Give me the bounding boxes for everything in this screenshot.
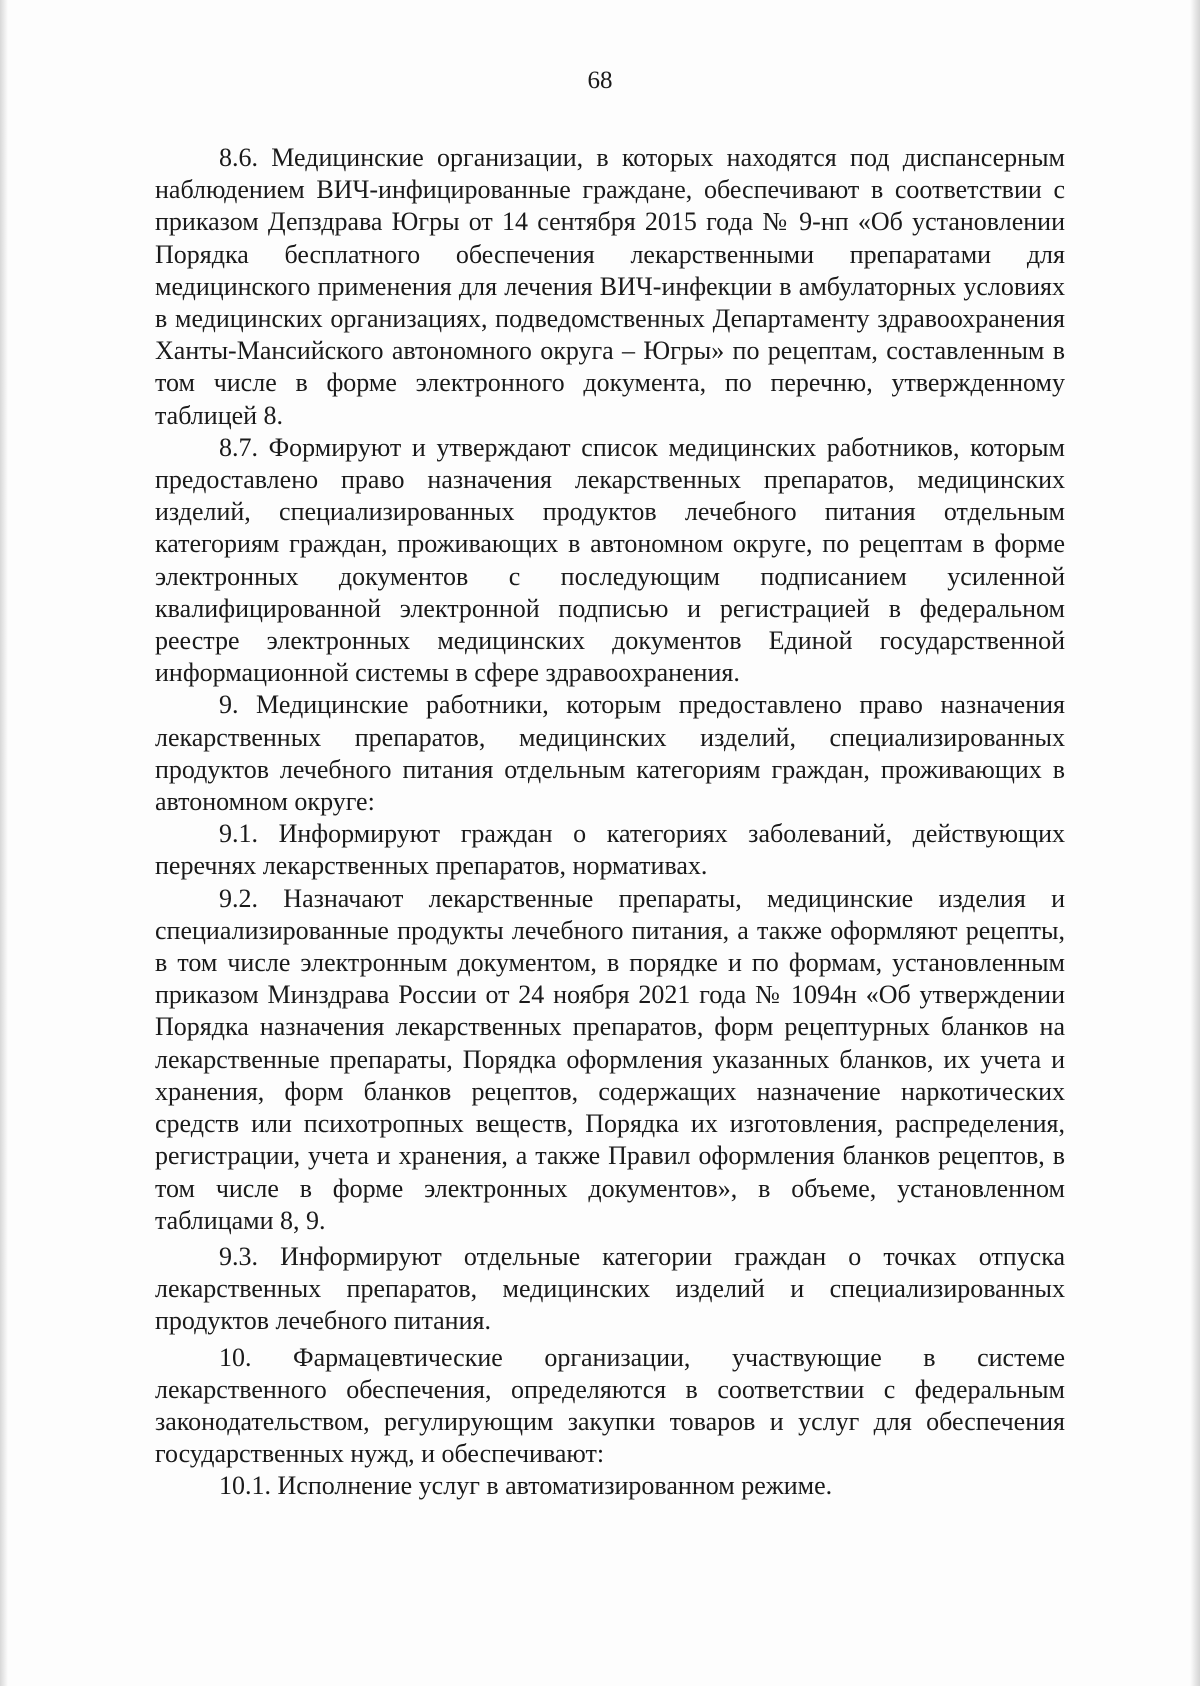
page-number: 68 <box>587 67 613 94</box>
paragraph-10: 10. Фармацевтические организации, участвующие в системе лекарственного обеспечения, определяются в соответствии с федеральным законодательством, регулирующим закупки товаров и услуг для обеспечения государственных нужд, и обеспечивают: <box>155 1342 1065 1469</box>
paragraph-9-2: 9.2. Назначают лекарственные препараты, медицинские изделия и специализированные продукты лечебного питания, а также оформляют рецепты, в том числе электронным документом, в порядке и по формам, установленным приказом Минздрава России от 24 ноября 2021 года № 1094н «Об утверждении Порядка назначения лекарственных препаратов, форм рецептурных бланков на лекарственные препараты, Порядка оформления указанных бланков, их учета и хранения, форм бланков рецептов, содержащих назначение наркотических средств или психотропных веществ, Порядка их изготовления, распределения, регистрации, учета и хранения, а также Правил оформления бланков рецептов, в том числе в форме электронных документов», в объеме, установленном таблицами 8, 9. <box>155 883 1065 1235</box>
paragraph-9: 9. Медицинские работники, которым предоставлено право назначения лекарственных препаратов, медицинских изделий, специализированных продуктов лечебного питания отдельным категориям граждан, проживающих в автономном округе: <box>155 690 1065 817</box>
scan-edge-right <box>1190 0 1200 1686</box>
document-body <box>155 142 1065 1503</box>
paragraph-8-7: 8.7. Формируют и утверждают список медицинских работников, которым предоставлено право назначения лекарственных препаратов, медицинских изделий, специализированных продуктов лечебного питания отдельным категориям граждан, проживающих в автономном округе, по рецептам в форме электронных документов с последующим подписанием усиленной квалифицированной электронной подписью и регистрацией в федеральном реестре электронных медицинских документов Единой государственной информационной системы в сфере здравоохранения. <box>155 432 1065 688</box>
paragraph-9-3: 9.3. Информируют отдельные категории граждан о точках отпуска лекарственных препаратов, медицинских изделий и специализированных продуктов лечебного питания. <box>155 1241 1065 1336</box>
paragraph-8-6: 8.6. Медицинские организации, в которых находятся под диспансерным наблюдением ВИЧ-инфицированные граждане, обеспечивают в соответствии с приказом Депздрава Югры от 14 сентября 2015 года № 9-нп «Об установлении Порядка бесплатного обеспечения лекарственными препаратами для медицинского применения для лечения ВИЧ-инфекции в амбулаторных условиях в медицинских организациях, подведомственных Департаменту здравоохранения Ханты-Мансийского автономного округа – Югры» по рецептам, составленным в том числе в форме электронного документа, по перечню, утвержденному таблицей 8. <box>155 143 1065 430</box>
scan-edge-left <box>0 0 8 1686</box>
paragraph-9-1: 9.1. Информируют граждан о категориях заболеваний, действующих перечнях лекарственных препаратов, нормативах. <box>155 819 1065 881</box>
paragraph-10-1: 10.1. Исполнение услуг в автоматизированном режиме. <box>219 1471 833 1501</box>
